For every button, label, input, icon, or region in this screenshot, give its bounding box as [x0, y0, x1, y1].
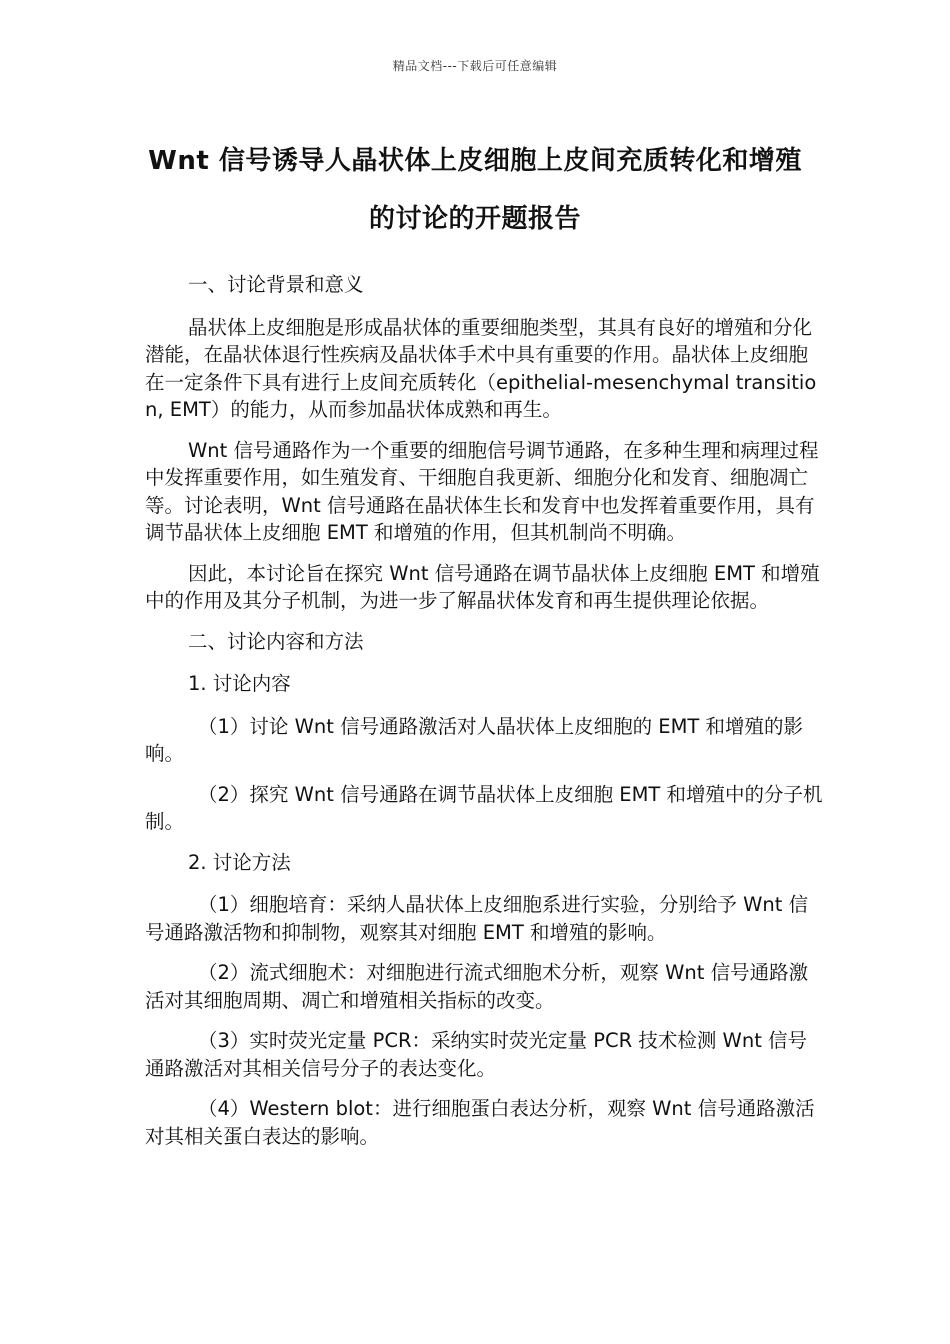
paragraph-background-1: 晶状体上皮细胞是形成晶状体的重要细胞类型，其具有良好的增殖和分化潜能，在晶状体退行性疾病及晶状体手术中具有重要的作用。晶状体上皮细胞在一定条件下具有进行上皮间充质转化（epithelial-mesenchymal transition, EMT）的能力，从而参加晶状体成熟和再生。 — [145, 315, 817, 421]
method-item-2: （2）流式细胞术：对细胞进行流式细胞术分析，观察 Wnt 信号通路激活对其细胞周期、凋亡和增殖相关指标的改变。 — [145, 961, 809, 1012]
document-title: Wnt 信号诱导人晶状体上皮细胞上皮间充质转化和增殖的讨论的开题报告 — [148, 146, 802, 234]
method-item-4: （4）Western blot：进行细胞蛋白表达分析，观察 Wnt 信号通路激活对其相关蛋白表达的影响。 — [145, 1097, 815, 1148]
content-item-1: （1）讨论 Wnt 信号通路激活对人晶状体上皮细胞的 EMT 和增殖的影响。 — [145, 714, 804, 765]
paragraph-background-2: Wnt 信号通路作为一个重要的细胞信号调节通路，在多种生理和病理过程中发挥重要作用，如生殖发育、干细胞自我更新、细胞分化和发育、细胞凋亡等。讨论表明，Wnt 信号通路在晶状体生长和发育中也发挥着重要作用，具有调节晶状体上皮细胞 EMT 和增殖的作用，但其机制尚不明确。 — [145, 438, 819, 544]
paragraph-background-3: 因此，本讨论旨在探究 Wnt 信号通路在调节晶状体上皮细胞 EMT 和增殖中的作用及其分子机制，为进一步了解晶状体发育和再生提供理论依据。 — [145, 561, 820, 612]
method-item-1: （1）细胞培育：采纳人晶状体上皮细胞系进行实验，分别给予 Wnt 信号通路激活物和抑制物，观察其对细胞 EMT 和增殖的影响。 — [145, 893, 809, 944]
subsection-heading-methods: 2. 讨论方法 — [188, 850, 291, 874]
section-heading-background: 一、讨论背景和意义 — [188, 273, 364, 296]
document-body — [145, 271, 825, 1163]
method-item-3: （3）实时荧光定量 PCR：采纳实时荧光定量 PCR 技术检测 Wnt 信号通路激活对其相关信号分子的表达变化。 — [145, 1029, 808, 1080]
section-heading-content-methods: 二、讨论内容和方法 — [188, 629, 364, 653]
content-item-2: （2）探究 Wnt 信号通路在调节晶状体上皮细胞 EMT 和增殖中的分子机制。 — [145, 782, 823, 833]
header-note: 精品文档---下载后可任意编辑 — [392, 59, 558, 73]
subsection-heading-content: 1. 讨论内容 — [188, 672, 291, 695]
